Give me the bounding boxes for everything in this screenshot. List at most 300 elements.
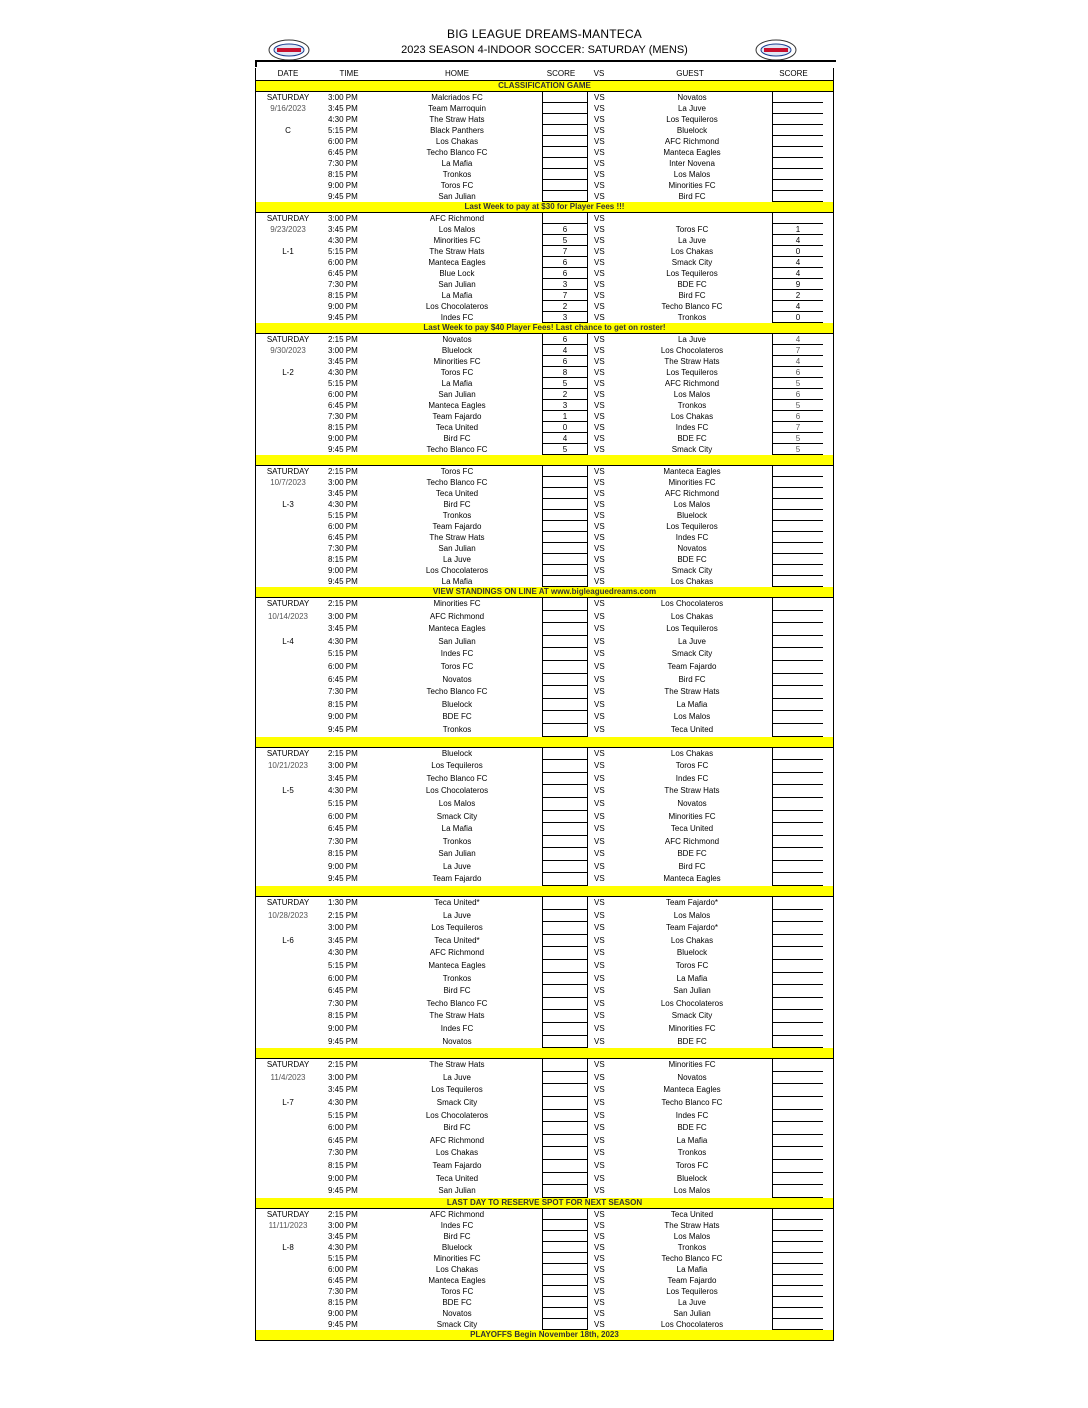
guest-team: Minorities FC	[668, 811, 716, 821]
home-team: The Straw Hats	[429, 1011, 485, 1021]
guest-score-box[interactable]	[772, 1297, 823, 1308]
home-score-box[interactable]	[542, 466, 588, 477]
guest-score-box[interactable]	[772, 213, 823, 224]
home-score-box[interactable]	[542, 1122, 588, 1135]
guest-score-box[interactable]	[772, 1036, 823, 1049]
date-label	[256, 510, 320, 521]
guest-score-box[interactable]	[772, 686, 823, 699]
home-score-box[interactable]	[542, 636, 588, 649]
home-team: Techo Blanco FC	[426, 773, 488, 783]
guest-score-box[interactable]: 4	[772, 301, 823, 312]
guest-score-box[interactable]	[772, 576, 823, 587]
date-label	[256, 444, 320, 455]
guest-score-box[interactable]	[772, 598, 823, 611]
vs-label: VS	[594, 1110, 605, 1120]
col-date: DATE	[277, 69, 299, 78]
game-time: 5:15 PM	[328, 126, 358, 135]
home-score-box[interactable]	[542, 897, 588, 910]
guest-score-box[interactable]: 5	[772, 433, 823, 444]
home-score-box[interactable]	[542, 1023, 588, 1036]
home-score-box[interactable]	[542, 798, 588, 811]
home-score-box[interactable]: 3	[542, 279, 588, 290]
home-score-box[interactable]: 5	[542, 444, 588, 455]
guest-team: La Mafia	[676, 1135, 708, 1145]
guest-score-box[interactable]: 5	[772, 400, 823, 411]
guest-score-box[interactable]: 4	[772, 257, 823, 268]
guest-team: La Mafia	[676, 699, 708, 709]
home-score-box[interactable]	[542, 510, 588, 521]
guest-score-box[interactable]	[772, 158, 823, 169]
guest-score-box[interactable]: 5	[772, 444, 823, 455]
guest-score-box[interactable]	[772, 1185, 823, 1198]
home-score-box[interactable]: 4	[542, 345, 588, 356]
game-row	[256, 1122, 833, 1135]
home-team: Team Fajardo	[432, 1160, 482, 1170]
home-team: The Straw Hats	[429, 1060, 485, 1070]
guest-score-box[interactable]	[772, 973, 823, 986]
date-label	[256, 268, 320, 279]
vs-label: VS	[594, 335, 605, 344]
date-label	[256, 773, 320, 786]
home-score-box[interactable]	[542, 103, 588, 114]
home-score-box[interactable]	[542, 1097, 588, 1110]
guest-score-box[interactable]	[772, 180, 823, 191]
guest-team: Bluelock	[676, 126, 708, 135]
home-score-box[interactable]: 2	[542, 389, 588, 400]
game-time: 2:15 PM	[328, 599, 358, 608]
home-score-box[interactable]	[542, 488, 588, 499]
home-score-box[interactable]	[542, 947, 588, 960]
game-time: 7:30 PM	[328, 836, 358, 846]
guest-score-box[interactable]: 4	[772, 268, 823, 279]
date-label: SATURDAY	[266, 1209, 310, 1219]
week-block	[255, 92, 834, 202]
guest-score-box[interactable]	[772, 861, 823, 874]
guest-score-box[interactable]	[772, 910, 823, 923]
home-score-box[interactable]: 6	[542, 224, 588, 235]
date-label	[256, 433, 320, 444]
guest-score-box[interactable]	[772, 648, 823, 661]
game-row	[256, 191, 833, 202]
game-row	[256, 935, 833, 948]
home-team: Bird FC	[443, 1123, 471, 1133]
game-row	[256, 922, 833, 935]
vs-label: VS	[594, 1060, 605, 1070]
guest-score-box[interactable]	[772, 661, 823, 674]
home-score-box[interactable]	[542, 711, 588, 724]
home-score-box[interactable]	[542, 1319, 588, 1330]
home-team: La Juve	[442, 555, 472, 564]
guest-score-box[interactable]	[772, 760, 823, 773]
game-row	[256, 674, 833, 687]
home-score-box[interactable]	[542, 910, 588, 923]
home-score-box[interactable]: 0	[542, 422, 588, 433]
guest-score-box[interactable]: 5	[772, 378, 823, 389]
home-score-box[interactable]: 6	[542, 257, 588, 268]
guest-score-box[interactable]	[772, 554, 823, 565]
vs-label: VS	[594, 786, 605, 796]
home-score-box[interactable]	[542, 699, 588, 712]
home-score-box[interactable]	[542, 565, 588, 576]
vs-label: VS	[594, 761, 605, 771]
home-score-box[interactable]	[542, 748, 588, 761]
guest-score-box[interactable]	[772, 1010, 823, 1023]
home-score-box[interactable]	[542, 623, 588, 636]
home-score-box[interactable]: 7	[542, 246, 588, 257]
home-score-box[interactable]	[542, 973, 588, 986]
game-time: 6:45 PM	[328, 148, 358, 157]
game-row	[256, 798, 833, 811]
game-row	[256, 960, 833, 973]
vs-label: VS	[594, 1297, 605, 1307]
guest-score-box[interactable]	[772, 724, 823, 737]
game-row	[256, 1308, 833, 1319]
guest-score-box[interactable]	[772, 1253, 823, 1264]
home-score-box[interactable]	[542, 180, 588, 191]
home-team: Indes FC	[440, 313, 474, 322]
home-score-box[interactable]	[542, 935, 588, 948]
home-score-box[interactable]	[542, 1173, 588, 1186]
game-row	[256, 1147, 833, 1160]
home-score-box[interactable]	[542, 785, 588, 798]
home-score-box[interactable]	[542, 1220, 588, 1231]
guest-score-box[interactable]: 9	[772, 279, 823, 290]
vs-label: VS	[594, 555, 605, 564]
guest-score-box[interactable]	[772, 611, 823, 624]
game-time: 9:00 PM	[328, 1308, 358, 1318]
home-score-box[interactable]	[542, 1264, 588, 1275]
home-score-box[interactable]	[542, 811, 588, 824]
date-label	[256, 1122, 320, 1135]
vs-label: VS	[594, 445, 605, 454]
home-score-box[interactable]	[542, 554, 588, 565]
guest-team: Bird FC	[678, 674, 706, 684]
guest-score-box[interactable]	[772, 1173, 823, 1186]
game-time: 6:00 PM	[328, 811, 358, 821]
guest-score-box[interactable]	[772, 623, 823, 636]
home-score-box[interactable]: 6	[542, 334, 588, 345]
home-score-box[interactable]	[542, 169, 588, 180]
date-label	[256, 279, 320, 290]
guest-score-box[interactable]	[772, 798, 823, 811]
home-score-box[interactable]	[542, 1110, 588, 1123]
guest-score-box[interactable]	[772, 1023, 823, 1036]
home-team: La Juve	[442, 861, 472, 871]
home-score-box[interactable]	[542, 532, 588, 543]
home-score-box[interactable]	[542, 213, 588, 224]
guest-score-box[interactable]: 6	[772, 389, 823, 400]
guest-score-box[interactable]	[772, 811, 823, 824]
home-score-box[interactable]	[542, 1242, 588, 1253]
home-score-box[interactable]	[542, 1072, 588, 1085]
home-score-box[interactable]	[542, 960, 588, 973]
home-score-box[interactable]	[542, 499, 588, 510]
guest-score-box[interactable]	[772, 873, 823, 886]
guest-score-box[interactable]	[772, 1160, 823, 1173]
guest-score-box[interactable]	[772, 848, 823, 861]
guest-score-box[interactable]	[772, 1319, 823, 1330]
home-score-box[interactable]	[542, 1308, 588, 1319]
vs-label: VS	[594, 379, 605, 388]
guest-score-box[interactable]	[772, 1242, 823, 1253]
game-time: 2:15 PM	[328, 467, 358, 476]
guest-score-box[interactable]	[772, 1209, 823, 1220]
home-team: Minorities FC	[433, 599, 481, 608]
week-block	[255, 466, 834, 587]
guest-score-box[interactable]	[772, 674, 823, 687]
home-team: Manteca Eagles	[428, 624, 486, 634]
guest-score-box[interactable]	[772, 1308, 823, 1319]
home-score-box[interactable]: 1	[542, 411, 588, 422]
guest-score-box[interactable]	[772, 711, 823, 724]
home-score-box[interactable]	[542, 1297, 588, 1308]
date-label	[256, 711, 320, 724]
home-team: Manteca Eagles	[428, 401, 486, 410]
guest-score-box[interactable]	[772, 935, 823, 948]
week-block	[255, 213, 834, 323]
home-score-box[interactable]	[542, 1059, 588, 1072]
home-score-box[interactable]	[542, 1253, 588, 1264]
game-row	[256, 973, 833, 986]
guest-score-box[interactable]	[772, 1275, 823, 1286]
vs-label: VS	[594, 126, 605, 135]
home-team: Malcriados FC	[431, 93, 483, 102]
home-score-box[interactable]	[542, 724, 588, 737]
guest-score-box[interactable]	[772, 836, 823, 849]
date-label	[256, 836, 320, 849]
home-team: Minorities FC	[433, 1253, 481, 1263]
guest-team: AFC Richmond	[664, 836, 720, 846]
guest-team: Toros FC	[675, 961, 709, 971]
home-score-box[interactable]	[542, 92, 588, 103]
vs-label: VS	[594, 302, 605, 311]
game-row	[256, 444, 833, 455]
home-score-box[interactable]	[542, 848, 588, 861]
home-score-box[interactable]	[542, 521, 588, 532]
guest-score-box[interactable]: 0	[772, 312, 823, 323]
guest-score-box[interactable]: 7	[772, 345, 823, 356]
home-score-box[interactable]	[542, 836, 588, 849]
guest-score-box[interactable]	[772, 1231, 823, 1242]
guest-score-box[interactable]	[772, 1059, 823, 1072]
guest-score-box[interactable]: 1	[772, 224, 823, 235]
home-score-box[interactable]	[542, 686, 588, 699]
game-row	[256, 873, 833, 886]
home-score-box[interactable]	[542, 1209, 588, 1220]
guest-score-box[interactable]	[772, 532, 823, 543]
guest-score-box[interactable]: 4	[772, 235, 823, 246]
week-block	[255, 1059, 834, 1198]
guest-team: Los Chakas	[670, 935, 714, 945]
home-score-box[interactable]	[542, 147, 588, 158]
game-time: 7:30 PM	[328, 280, 358, 289]
date-label: C	[285, 126, 291, 135]
home-score-box[interactable]	[542, 985, 588, 998]
guest-score-box[interactable]	[772, 773, 823, 786]
game-row	[256, 213, 833, 224]
home-score-box[interactable]: 6	[542, 356, 588, 367]
home-score-box[interactable]	[542, 1084, 588, 1097]
date-label: SATURDAY	[266, 214, 310, 223]
guest-score-box[interactable]: 4	[772, 334, 823, 345]
guest-team: La Mafia	[676, 1264, 708, 1274]
home-score-box[interactable]	[542, 674, 588, 687]
guest-score-box[interactable]	[772, 1220, 823, 1231]
home-score-box[interactable]	[542, 598, 588, 611]
home-team: Los Tequileros	[431, 923, 483, 933]
guest-score-box[interactable]	[772, 466, 823, 477]
home-score-box[interactable]: 8	[542, 367, 588, 378]
guest-score-box[interactable]	[772, 1084, 823, 1097]
home-score-box[interactable]: 5	[542, 235, 588, 246]
game-row	[256, 1084, 833, 1097]
home-score-box[interactable]	[542, 998, 588, 1011]
home-score-box[interactable]	[542, 861, 588, 874]
date-label: 9/23/2023	[270, 225, 306, 234]
guest-score-box[interactable]	[772, 1147, 823, 1160]
home-team: Toros FC	[440, 467, 474, 476]
guest-team: Los Tequileros	[666, 522, 718, 531]
week-block	[255, 897, 834, 1048]
home-score-box[interactable]: 7	[542, 290, 588, 301]
home-score-box[interactable]	[542, 760, 588, 773]
guest-score-box[interactable]	[772, 510, 823, 521]
guest-score-box[interactable]	[772, 1264, 823, 1275]
guest-score-box[interactable]	[772, 103, 823, 114]
home-score-box[interactable]: 3	[542, 400, 588, 411]
guest-score-box[interactable]	[772, 1286, 823, 1297]
home-score-box[interactable]	[542, 661, 588, 674]
guest-score-box[interactable]	[772, 521, 823, 532]
home-score-box[interactable]	[542, 1036, 588, 1049]
home-score-box[interactable]: 3	[542, 312, 588, 323]
home-score-box[interactable]	[542, 1010, 588, 1023]
home-score-box[interactable]	[542, 158, 588, 169]
guest-score-box[interactable]: 0	[772, 246, 823, 257]
home-score-box[interactable]	[542, 922, 588, 935]
home-score-box[interactable]	[542, 477, 588, 488]
home-score-box[interactable]	[542, 1286, 588, 1297]
home-score-box[interactable]	[542, 773, 588, 786]
guest-score-box[interactable]	[772, 636, 823, 649]
game-time: 6:00 PM	[328, 390, 358, 399]
guest-score-box[interactable]	[772, 699, 823, 712]
game-time: 3:00 PM	[328, 611, 358, 621]
date-label	[256, 400, 320, 411]
guest-score-box[interactable]: 2	[772, 290, 823, 301]
home-score-box[interactable]	[542, 1160, 588, 1173]
guest-score-box[interactable]	[772, 922, 823, 935]
home-score-box[interactable]	[542, 873, 588, 886]
vs-label: VS	[594, 1253, 605, 1263]
guest-score-box[interactable]	[772, 947, 823, 960]
vs-label: VS	[594, 624, 605, 634]
home-score-box[interactable]	[542, 1231, 588, 1242]
game-time: 9:45 PM	[328, 1319, 358, 1329]
guest-score-box[interactable]	[772, 960, 823, 973]
home-score-box[interactable]	[542, 543, 588, 554]
guest-score-box[interactable]	[772, 125, 823, 136]
home-score-box[interactable]	[542, 648, 588, 661]
home-score-box[interactable]: 4	[542, 433, 588, 444]
vs-label: VS	[594, 674, 605, 684]
game-row	[256, 836, 833, 849]
guest-score-box[interactable]	[772, 499, 823, 510]
game-row	[256, 433, 833, 444]
home-score-box[interactable]	[542, 823, 588, 836]
guest-score-box[interactable]	[772, 985, 823, 998]
home-score-box[interactable]	[542, 611, 588, 624]
guest-team: Teca United	[670, 1209, 714, 1219]
home-score-box[interactable]	[542, 191, 588, 202]
vs-label: VS	[594, 500, 605, 509]
guest-score-box[interactable]: 6	[772, 367, 823, 378]
guest-score-box[interactable]	[772, 477, 823, 488]
home-score-box[interactable]	[542, 125, 588, 136]
home-team: The Straw Hats	[429, 115, 485, 124]
home-score-box[interactable]	[542, 1135, 588, 1148]
guest-score-box[interactable]	[772, 191, 823, 202]
guest-score-box[interactable]	[772, 92, 823, 103]
guest-score-box[interactable]	[772, 785, 823, 798]
guest-score-box[interactable]	[772, 823, 823, 836]
vs-label: VS	[594, 874, 605, 884]
guest-score-box[interactable]: 6	[772, 411, 823, 422]
guest-score-box[interactable]	[772, 565, 823, 576]
guest-score-box[interactable]	[772, 897, 823, 910]
game-row	[256, 636, 833, 649]
home-score-box[interactable]	[542, 136, 588, 147]
guest-score-box[interactable]	[772, 1110, 823, 1123]
guest-team	[614, 213, 770, 224]
game-time: 3:00 PM	[328, 346, 358, 355]
guest-score-box[interactable]	[772, 1097, 823, 1110]
game-row	[256, 345, 833, 356]
guest-score-box[interactable]	[772, 114, 823, 125]
guest-score-box[interactable]	[772, 998, 823, 1011]
guest-score-box[interactable]	[772, 543, 823, 554]
guest-score-box[interactable]: 7	[772, 422, 823, 433]
guest-score-box[interactable]	[772, 1135, 823, 1148]
guest-score-box[interactable]	[772, 136, 823, 147]
guest-team: Bluelock	[676, 948, 708, 958]
home-score-box[interactable]: 6	[542, 268, 588, 279]
home-score-box[interactable]	[542, 1185, 588, 1198]
date-label	[256, 301, 320, 312]
home-team: Teca United*	[434, 935, 480, 945]
home-team: BDE FC	[442, 1297, 472, 1307]
home-score-box[interactable]	[542, 114, 588, 125]
vs-label: VS	[594, 923, 605, 933]
home-score-box[interactable]: 5	[542, 378, 588, 389]
home-score-box[interactable]	[542, 1147, 588, 1160]
guest-team: Indes FC	[675, 773, 709, 783]
guest-score-box[interactable]	[772, 748, 823, 761]
date-label	[256, 576, 320, 587]
home-score-box[interactable]: 2	[542, 301, 588, 312]
guest-score-box[interactable]: 4	[772, 356, 823, 367]
guest-score-box[interactable]	[772, 1072, 823, 1085]
guest-score-box[interactable]	[772, 147, 823, 158]
guest-score-box[interactable]	[772, 169, 823, 180]
guest-score-box[interactable]	[772, 1122, 823, 1135]
home-score-box[interactable]	[542, 1275, 588, 1286]
home-score-box[interactable]	[542, 576, 588, 587]
vs-label: VS	[594, 636, 605, 646]
guest-score-box[interactable]	[772, 488, 823, 499]
guest-team: Los Tequileros	[666, 269, 718, 278]
game-time: 3:45 PM	[328, 225, 358, 234]
